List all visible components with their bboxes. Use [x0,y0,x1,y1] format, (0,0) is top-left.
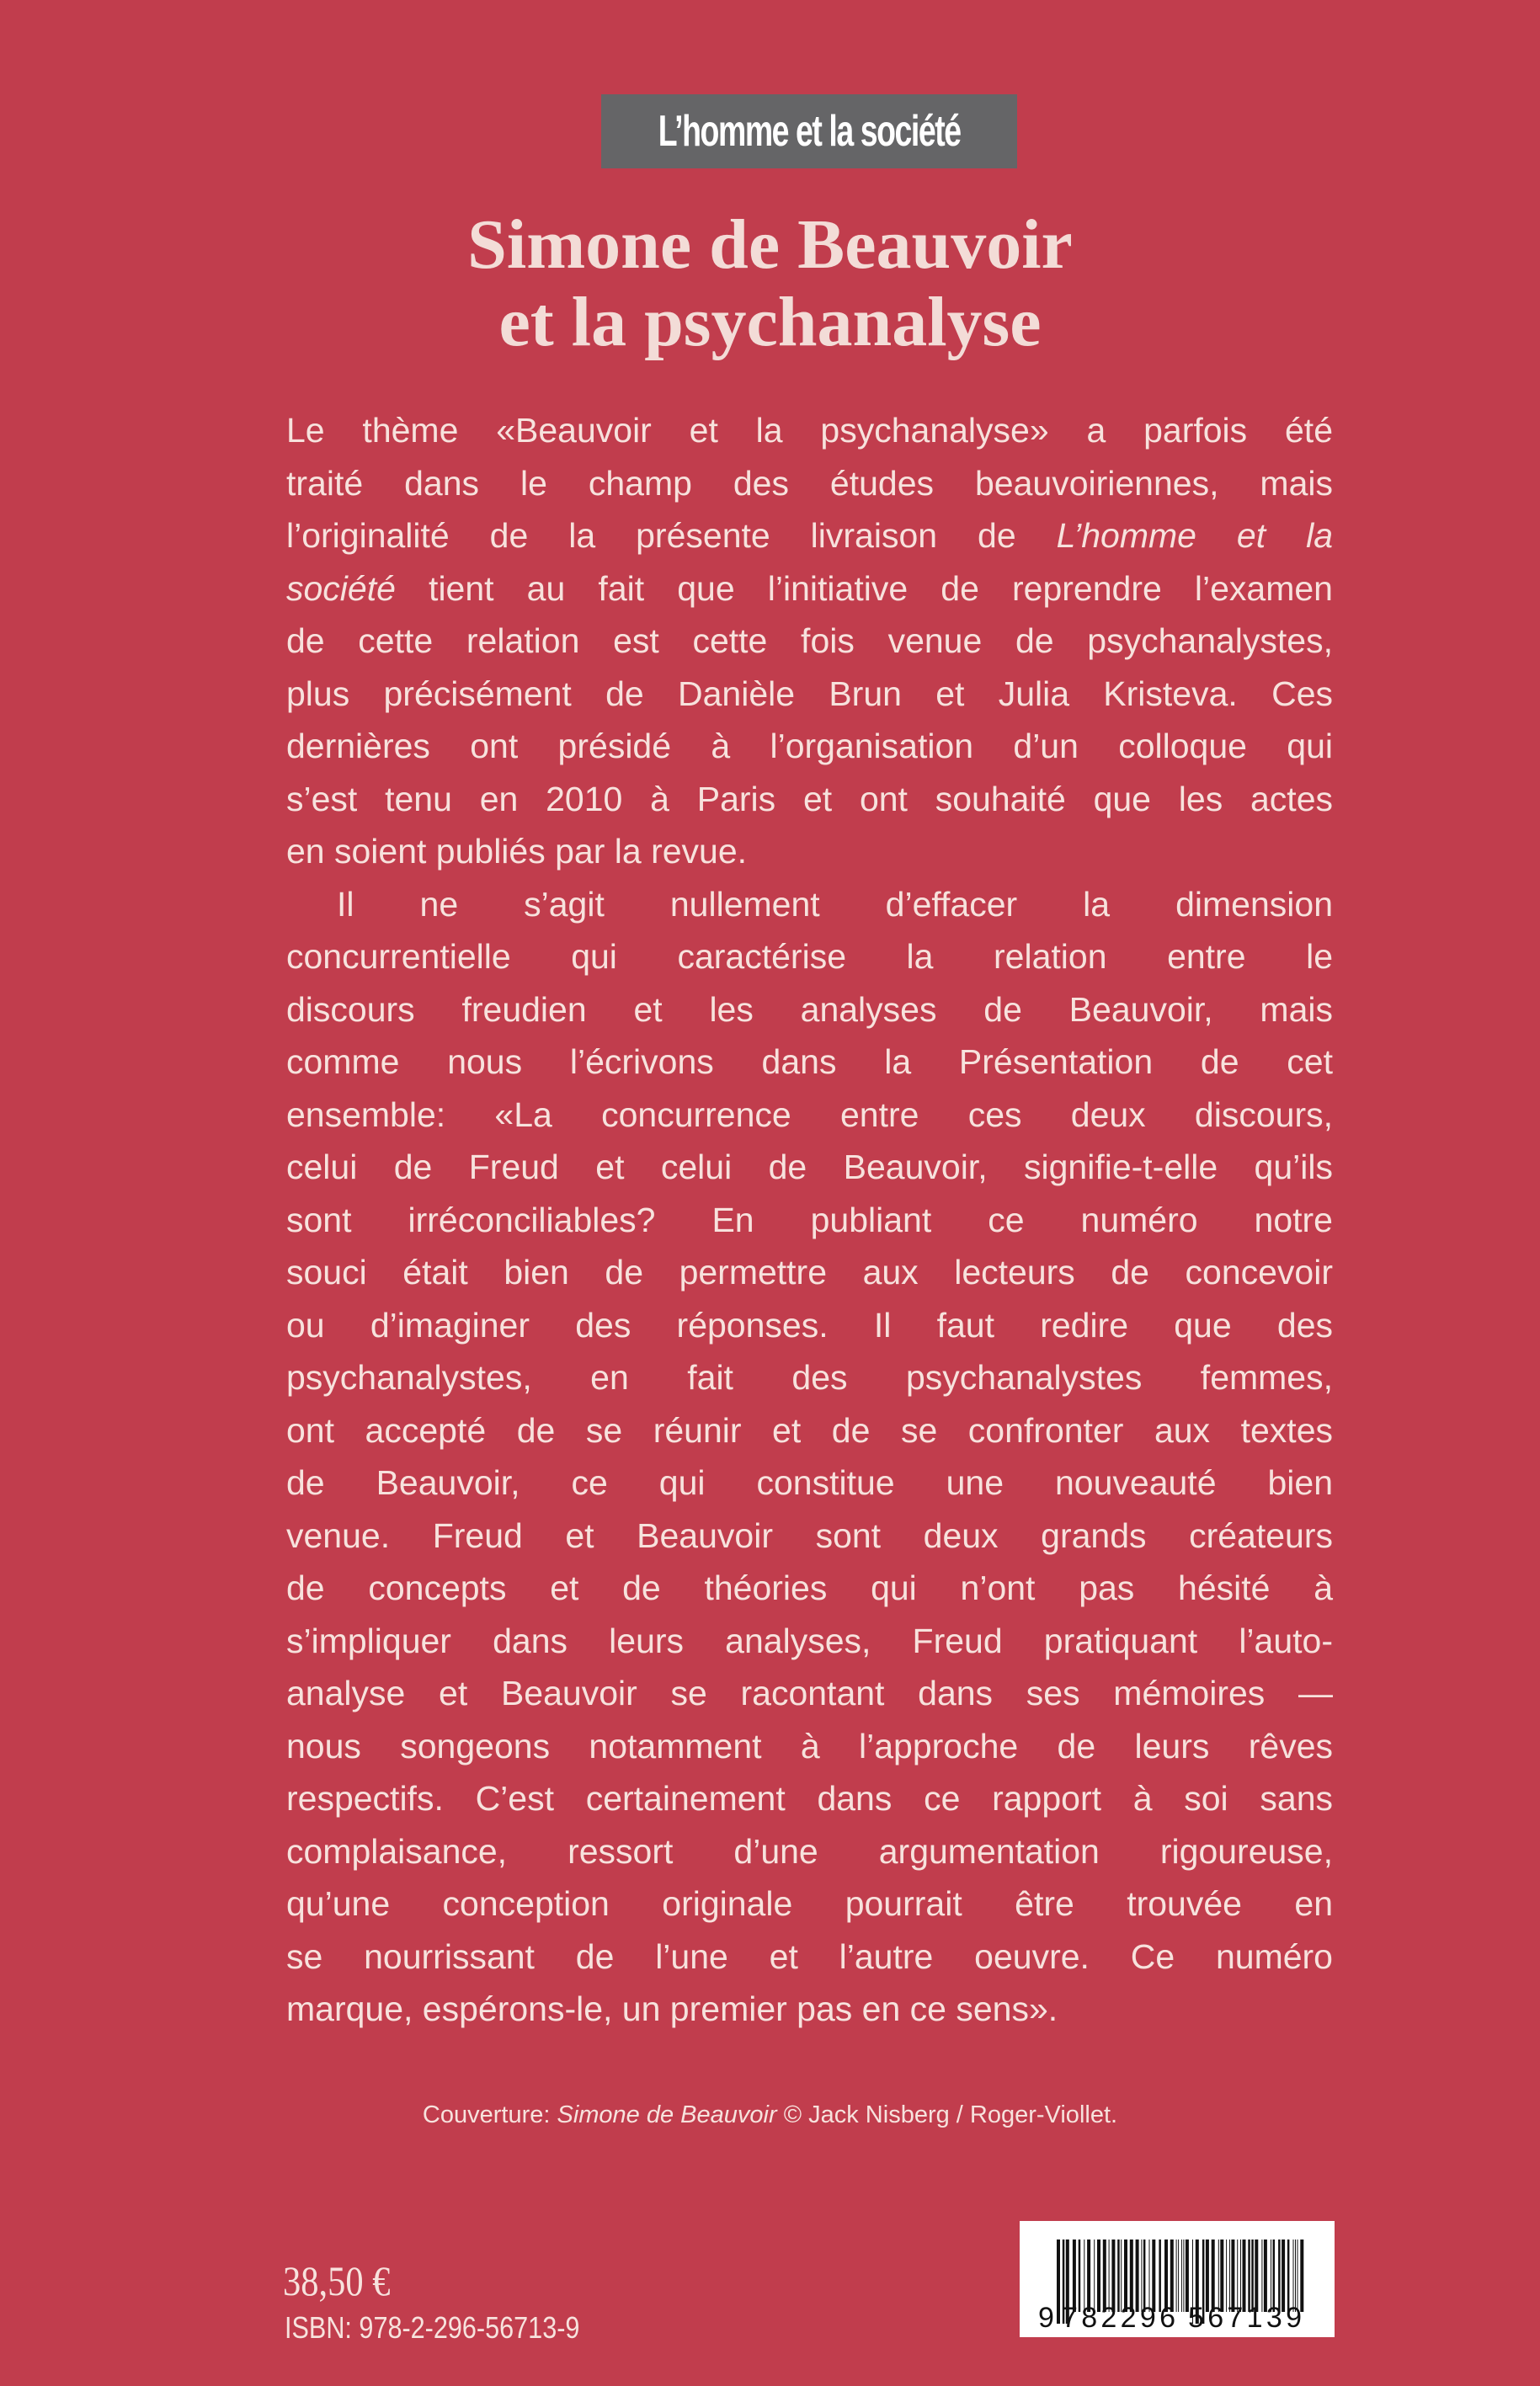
text-segment: psychanalystes, en fait des psychanalystes femmes, [286,1358,1333,1397]
title-line-1: Simone de Beauvoir [467,205,1073,284]
italic-text: L’homme et la [1056,516,1333,555]
text-line [286,1720,1333,1773]
series-banner [601,94,1017,168]
text-line [286,1299,1333,1352]
barcode-bar [1181,2240,1182,2312]
text-segment: sont irréconciliables? En publiant ce numéro notre [286,1200,1333,1239]
text-line [286,1931,1333,1984]
text-segment: en soient publiés par la revue. [286,832,748,871]
text-line [286,1036,1333,1089]
barcode-bar [1178,2240,1179,2312]
text-line [286,1089,1333,1142]
series-name: L’homme et la société [658,107,961,156]
text-line [286,1667,1333,1720]
text-line [286,825,1333,878]
text-segment: tient au fait que l’initiative de reprendre l’examen [395,568,1333,608]
text-segment: dernières ont présidé à l’organisation d’un colloque qui [286,727,1333,765]
text-segment: marque, espérons-le, un premier pas en ce sens». [286,1989,1058,2028]
blurb-text [286,404,1333,2036]
text-line [286,1404,1333,1457]
text-line [286,1194,1333,1247]
text-line [286,773,1333,826]
text-line [286,983,1333,1036]
title-line-2: et la psychanalyse [498,283,1042,361]
text-segment: plus précisément de Danièle Brun et Julia Kristeva. Ces [286,674,1333,713]
barcode-digit-first: 9 [1038,2302,1054,2334]
text-line [286,1877,1333,1931]
text-line [286,1246,1333,1299]
text-line [286,1562,1333,1615]
text-line [286,615,1333,668]
text-line [286,1457,1333,1510]
text-segment: souci était bien de permettre aux lecteurs de concevoir [286,1253,1333,1292]
credit-suffix: © Jack Nisberg / Roger-Viollet. [776,2101,1118,2128]
text-segment: complaisance, ressort d’une argumentation rigoureuse, [286,1831,1333,1871]
text-segment: discours freudien et les analyses de Beauvoir, mais [286,989,1333,1029]
text-segment: l’originalité de la présente livraison de [286,516,1057,555]
text-segment: analyse et Beauvoir se racontant dans ses mémoires — [286,1674,1333,1712]
text-segment: qu’une conception originale pourrait être trouvée en [286,1884,1333,1923]
text-segment: nous songeons notamment à l’approche de leurs rêves [286,1726,1333,1766]
text-segment: respectifs. C’est certainement dans ce rapport à soi sans [286,1779,1333,1818]
text-segment: concurrentielle qui caractérise la relation entre le [286,937,1333,976]
book-title [0,206,1540,361]
barcode-bar [1117,2240,1120,2312]
italic-text: société [286,568,396,608]
text-line [286,930,1333,983]
barcode-bar [1079,2240,1081,2312]
text-line [286,668,1333,721]
text-segment: Il ne s’agit nullement d’effacer la dimension [337,884,1333,924]
text-segment: traité dans le champ des études beauvoiriennes, mais [286,463,1333,503]
text-segment: de cette relation est cette fois venue de psychanalystes, [286,621,1333,660]
price: 38,50 € [283,2257,391,2304]
text-segment: de concepts et de théories qui n’ont pas hésité à [286,1568,1333,1607]
text-line [286,878,1333,931]
text-segment: ou d’imaginer des réponses. Il faut redire que des [286,1305,1333,1345]
barcode-graphic [1020,2221,1335,2337]
text-line [286,1510,1333,1563]
barcode-bar [1097,2240,1100,2312]
text-segment: s’est tenu en 2010 à Paris et ont souhaité que les actes [286,779,1333,818]
barcode-bar [1176,2240,1177,2312]
text-segment: Le thème «Beauvoir et la psychanalyse» a parfois été [286,411,1333,450]
text-segment: ont accepté de se réunir et de se confronter aux textes [286,1410,1333,1450]
text-line [286,509,1333,562]
text-segment: ensemble: «La concurrence entre ces deux discours, [286,1094,1333,1134]
barcode [1020,2221,1335,2337]
text-line [286,404,1333,457]
text-line [286,1983,1333,2036]
text-line [286,1351,1333,1404]
text-segment: s’impliquer dans leurs analyses, Freud pratiquant l’auto- [286,1621,1333,1660]
text-line [286,1825,1333,1878]
barcode-bar [1057,2240,1060,2324]
text-segment: venue. Freud et Beauvoir sont deux grands créateurs [286,1515,1333,1555]
text-segment: celui de Freud et celui de Beauvoir, signifie-t-elle qu’ils [286,1148,1333,1186]
text-segment: de Beauvoir, ce qui constitue une nouveauté bien [286,1463,1333,1502]
text-line [286,562,1333,615]
text-line [286,457,1333,510]
text-segment: se nourrissant de l’une et l’autre oeuvre. Ce numéro [286,1936,1333,1976]
barcode-digits-right: 567139 [1188,2302,1302,2334]
isbn: ISBN: 978-2-296-56713-9 [285,2310,580,2345]
cover-credit [0,2101,1540,2129]
text-line [286,1141,1333,1194]
credit-prefix: Couverture: [422,2101,557,2128]
text-line [286,720,1333,773]
barcode-digits-left: 782296 [1062,2302,1175,2334]
barcode-bar [1183,2240,1184,2312]
text-line [286,1615,1333,1668]
text-line [286,1772,1333,1825]
credit-work: Simone de Beauvoir [557,2101,777,2128]
text-segment: comme nous l’écrivons dans la Présentation de cet [286,1042,1333,1081]
